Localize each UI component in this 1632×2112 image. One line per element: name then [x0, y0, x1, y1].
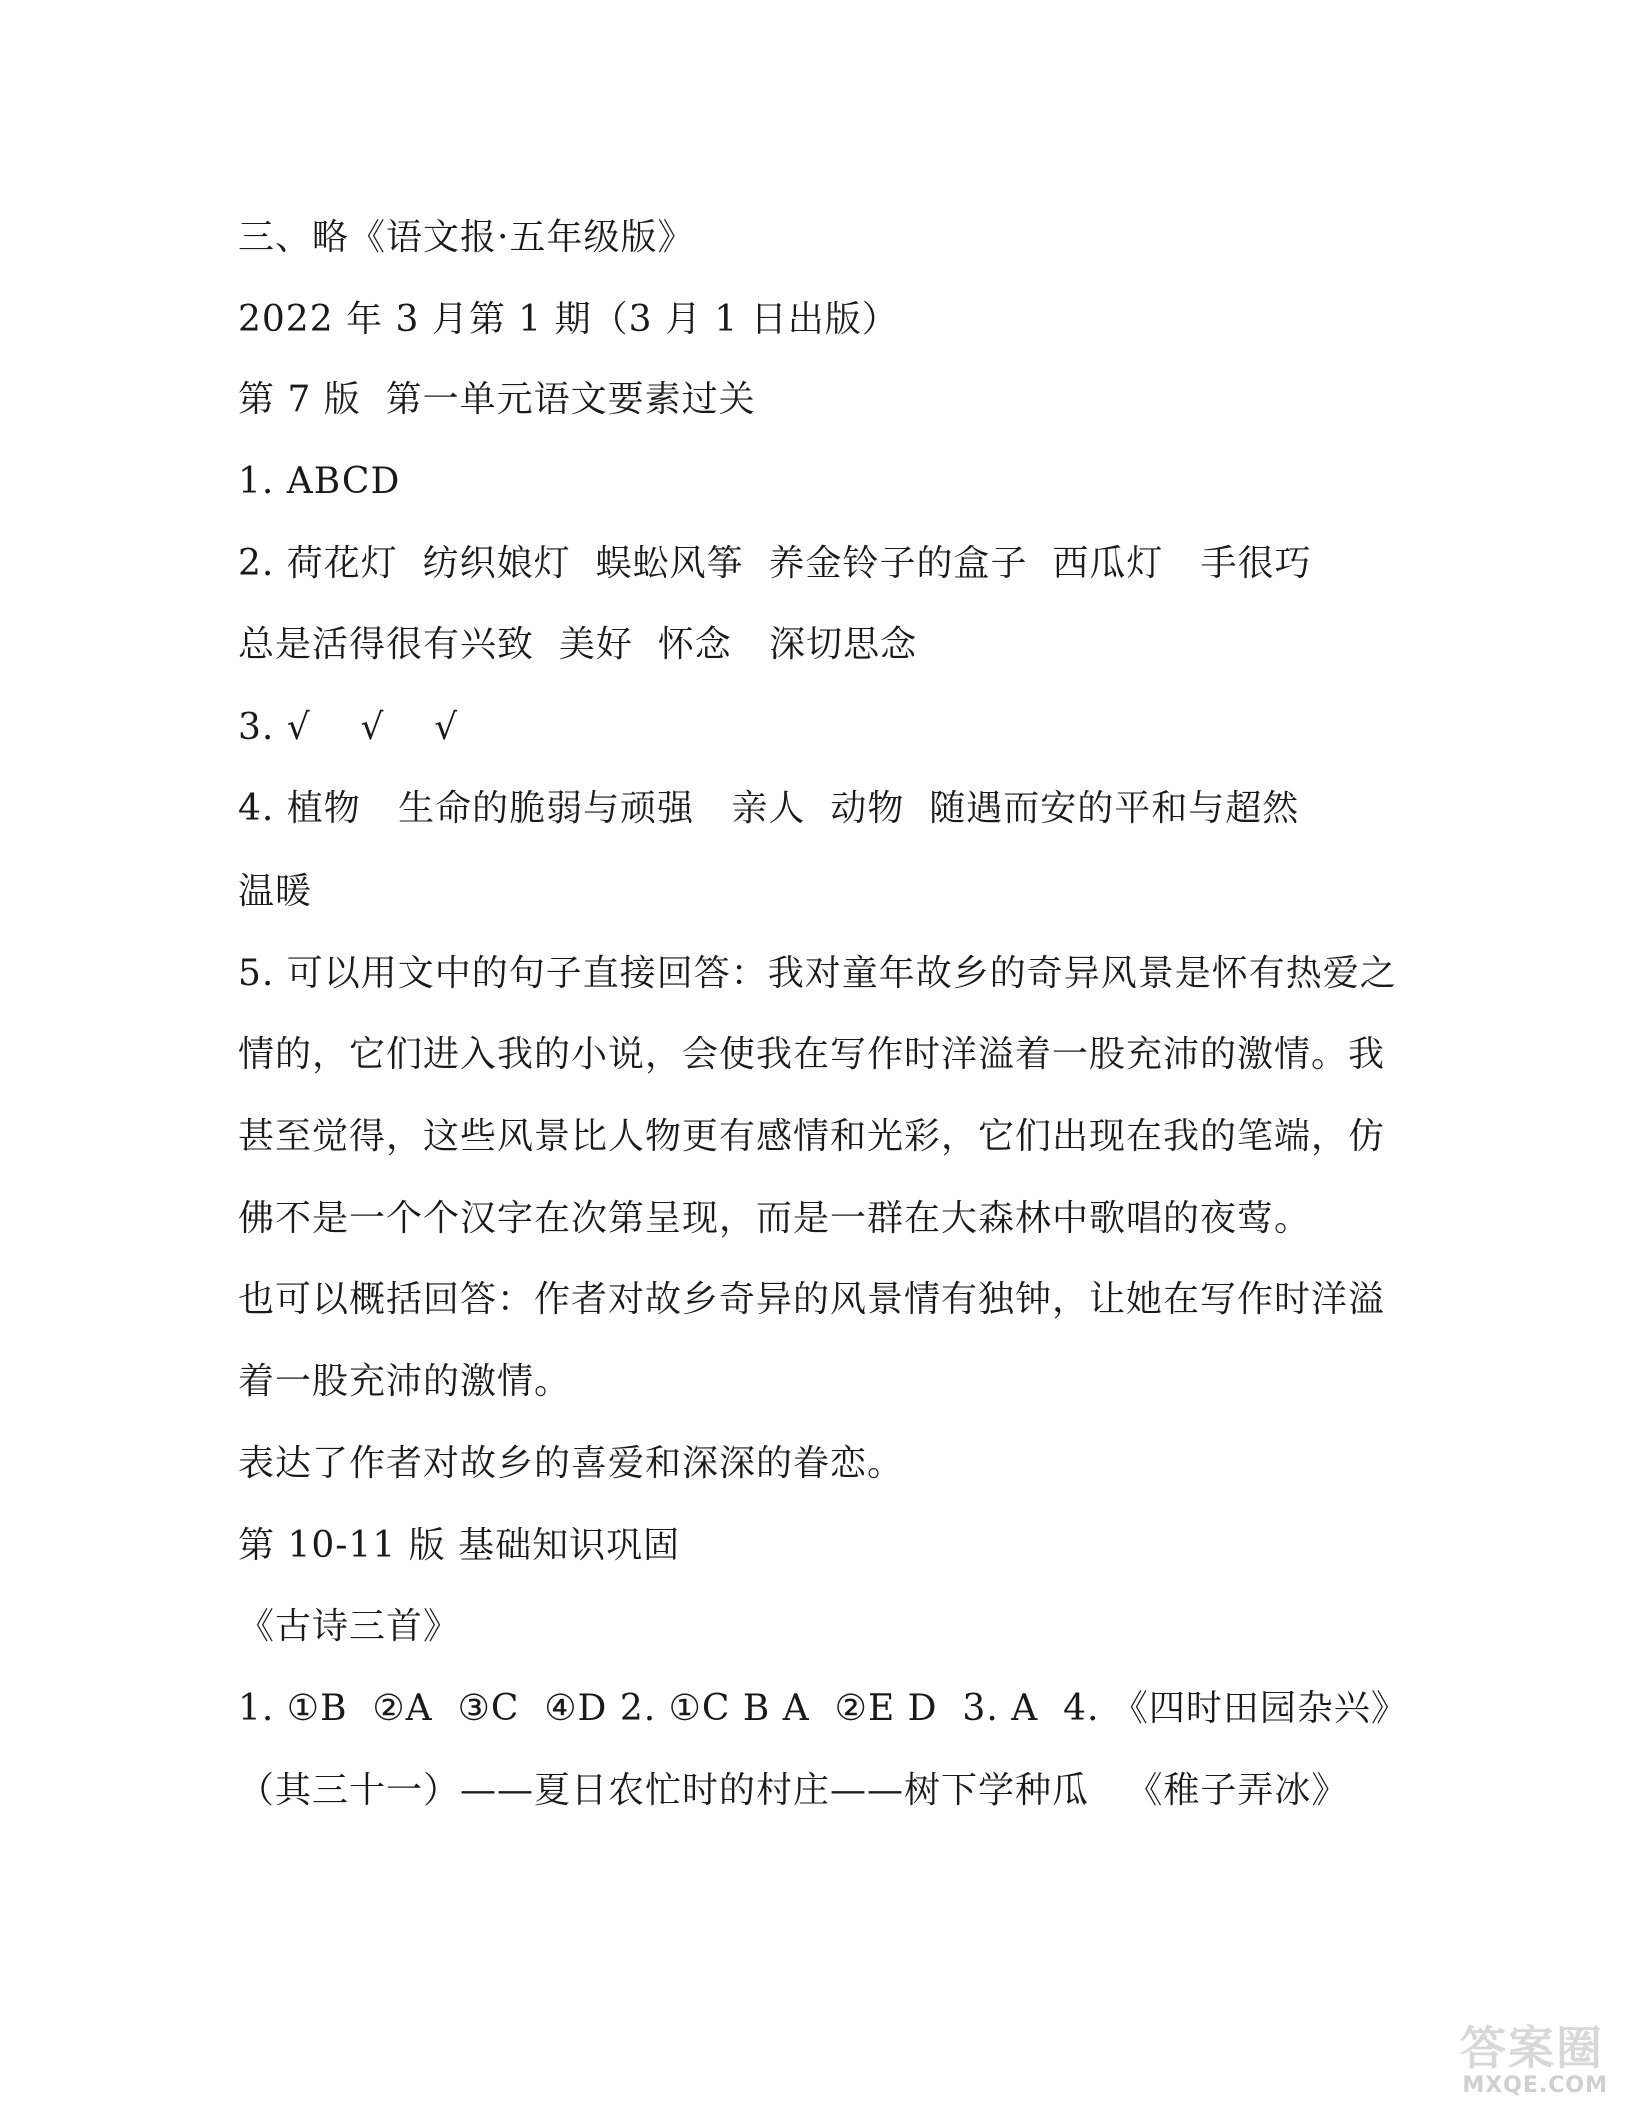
- text-line: 2022 年 3 月第 1 期（3 月 1 日出版）: [238, 299, 899, 340]
- text-line: 情的，它们进入我的小说，会使我在写作时洋溢着一股充沛的激情。我: [238, 1034, 1386, 1075]
- text-line: （其三十一）——夏日农忙时的村庄——树下学种瓜 《稚子弄冰》: [238, 1770, 1349, 1811]
- text-line: 5. 可以用文中的句子直接回答：我对童年故乡的奇异风景是怀有热爱之: [238, 953, 1397, 994]
- watermark-bottom-text: MXQE.COM: [1462, 2073, 1608, 2098]
- text-line: 三、略《语文报·五年级版》: [238, 217, 695, 258]
- text-line: 也可以概括回答：作者对故乡奇异的风景情有独钟，让她在写作时洋溢: [238, 1279, 1386, 1320]
- text-line: 第 10-11 版 基础知识巩固: [238, 1525, 681, 1566]
- text-line: 第 7 版 第一单元语文要素过关: [238, 379, 756, 420]
- text-line: 2. 荷花灯 纺织娘灯 蜈蚣风筝 养金铃子的盒子 西瓜灯 手很巧: [238, 543, 1312, 584]
- text-line: 佛不是一个个汉字在次第呈现，而是一群在大森林中歌唱的夜莺。: [238, 1198, 1312, 1239]
- text-line: 总是活得很有兴致 美好 怀念 深切思念: [238, 624, 918, 665]
- text-line: 1. ①B ②A ③C ④D 2. ①C B A ②E D 3. A 4. 《四时田园杂兴》: [238, 1688, 1408, 1729]
- text-line: 表达了作者对故乡的喜爱和深深的眷恋。: [238, 1443, 905, 1484]
- text-line: 着一股充沛的激情。: [238, 1361, 572, 1402]
- text-line: 温暖: [238, 871, 313, 912]
- text-line: 《古诗三首》: [238, 1606, 461, 1647]
- text-line: 1. ABCD: [238, 461, 401, 502]
- text-line: 3. √ √ √: [238, 707, 459, 748]
- text-line: 4. 植物 生命的脆弱与顽强 亲人 动物 随遇而安的平和与超然: [238, 788, 1300, 829]
- watermark-top-text: 答案圈: [1460, 2021, 1604, 2075]
- text-line: 甚至觉得，这些风景比人物更有感情和光彩，它们出现在我的笔端，仿: [238, 1116, 1386, 1157]
- watermark-logo: [1409, 2012, 1614, 2098]
